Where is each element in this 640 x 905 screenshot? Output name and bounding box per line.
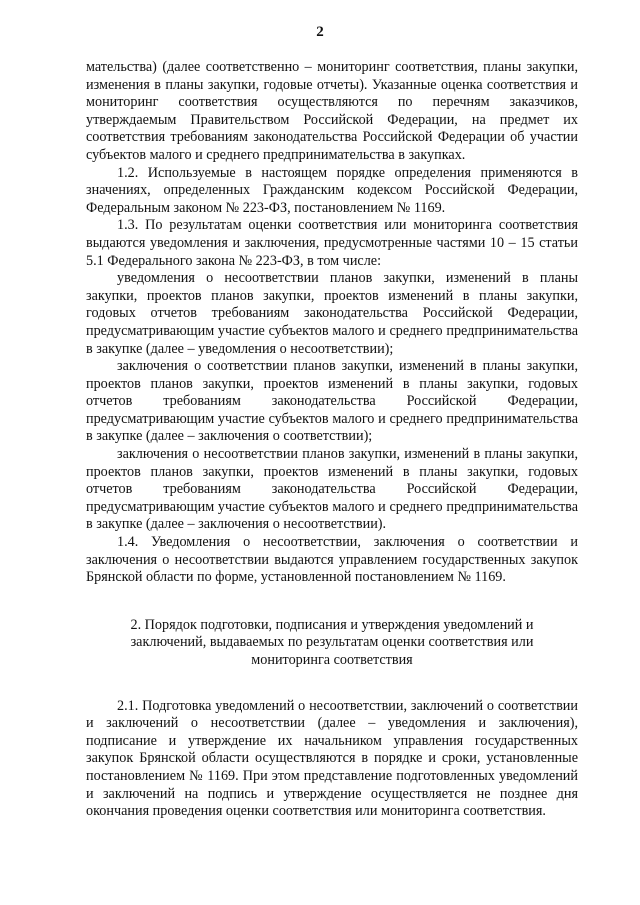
section-heading: 2. Порядок подготовки, подписания и утверждения уведомлений и заключений, выдаваемых по результатам оценки соответствия или мониторинга соответствия [130, 616, 534, 668]
paragraph-2-1: 2.1. Подготовка уведомлений о несоответствии, заключений о соответствии и заключений о несоответствии (далее – уведомления и заключения), подписание и утверждение их начальником управления государственных закупок Брянской области осуществляются в порядке и сроки, установленные постановлением № 1169. При этом представление подготовленных уведомлений и заключений на подпись и утверждение осуществляется не позднее дня окончания проведения оценки соответствия или мониторинга соответствия. [86, 697, 578, 820]
paragraph-notices-noncompliance: уведомления о несоответствии планов закупки, изменений в планы закупки, проектов планов закупки, проектов изменений в планы закупки, годовых отчетов требованиям законодательства Российской Федерации, предусматривающим участие субъектов малого и среднего предпринимательства в закупке (далее – уведомления о несоответствии); [86, 270, 578, 357]
page-number: 2 [316, 24, 324, 40]
paragraph-1-3: 1.3. По результатам оценки соответствия или мониторинга соответствия выдаются уведомления и заключения, предусмотренные частями 10 – 15 статьи 5.1 Федерального закона № 223-ФЗ, в том числе: [86, 217, 578, 269]
document-body [86, 59, 578, 821]
paragraph-1-2: 1.2. Используемые в настоящем порядке определения применяются в значениях, определенных Гражданским кодексом Российской Федерации, Федеральным законом № 223-ФЗ, постановлением № 1169. [86, 164, 578, 216]
paragraph-conclusions-noncompliance: заключения о несоответствии планов закупки, изменений в планы закупки, проектов планов закупки, проектов изменений в планы закупки, годовых отчетов требованиям законодательства Российской Федерации, предусматривающим участие субъектов малого и среднего предпринимательства в закупке (далее – заключения о несоответствии). [86, 446, 578, 533]
paragraph-1-4: 1.4. Уведомления о несоответствии, заключения о соответствии и заключения о несоответствии выдаются управлением государственных закупок Брянской области по форме, установленной постановлением № 1169. [86, 534, 578, 586]
paragraph-continuation: мательства) (далее соответственно – мониторинг соответствия, планы закупки, изменения в планы закупки, годовые отчеты). Указанные оценка соответствия и мониторинг соответствия осуществляются по перечням заказчиков, утверждаемым Правительством Российской Федерации, на предмет их соответствия требованиям законодательства Российской Федерации об участии субъектов малого и среднего предпринимательства в закупках. [86, 59, 578, 163]
paragraph-conclusions-compliance: заключения о соответствии планов закупки, изменений в планы закупки, проектов планов закупки, проектов изменений в планы закупки, годовых отчетов требованиям законодательства Российской Федерации, предусматривающим участие субъектов малого и среднего предпринимательства в закупке (далее – заключения о соответствии); [86, 358, 578, 445]
